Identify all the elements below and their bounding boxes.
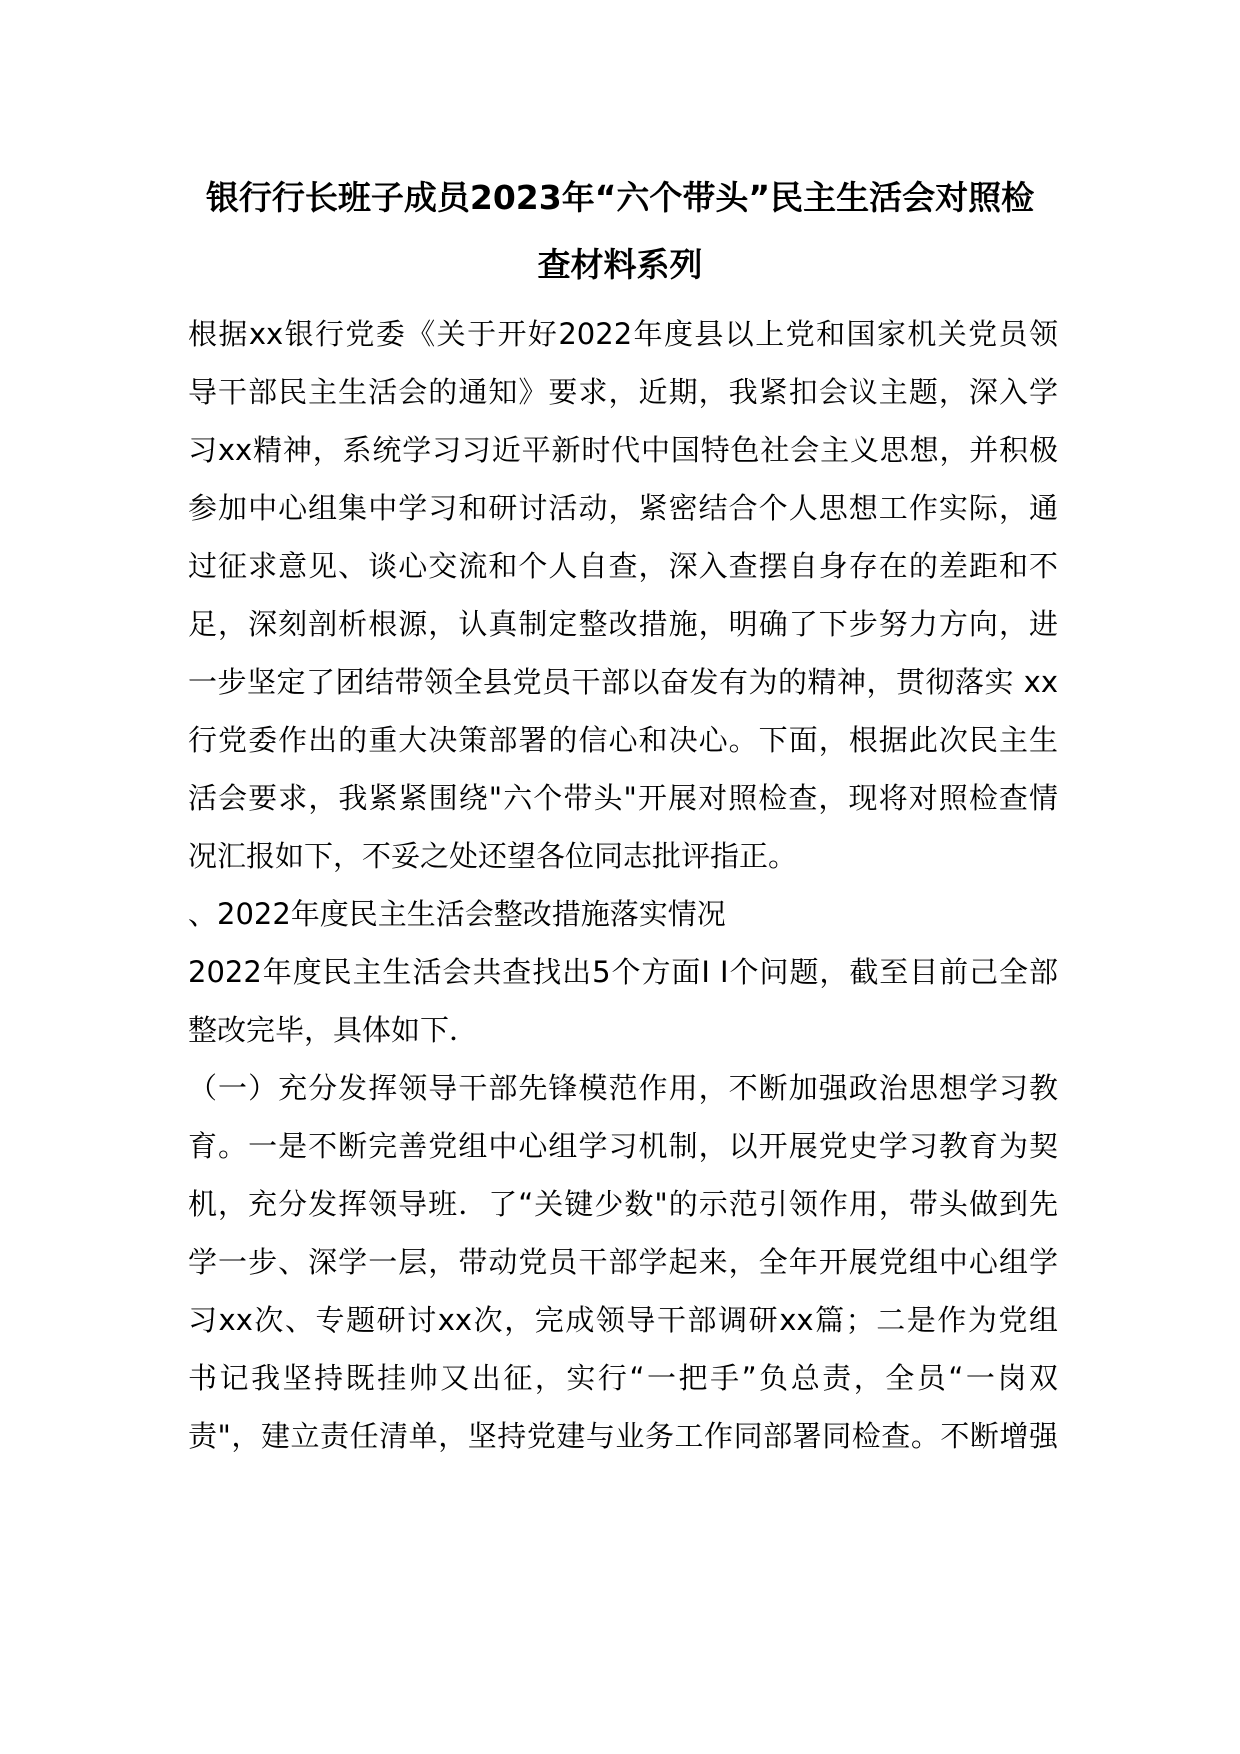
body-line: 2022年度民主生活会共查找出5个方面I I个问题，截至目前己全部 [188,955,1058,989]
body-line: 活会要求，我紧紧围绕"六个带头"开展对照检查，现将对照检查情 [188,781,1058,815]
body-line: 行党委作出的重大决策部署的信心和决心。下面，根据此次民主生 [188,723,1058,757]
body-line: 习xx精神，系统学习习近平新时代中国特色社会主义思想，并积极 [188,433,1058,467]
body-line: 过征求意见、谈心交流和个人自查，深入查摆自身存在的差距和不 [188,549,1058,583]
body-line: 参加中心组集中学习和研讨活动，紧密结合个人思想工作实际，通 [188,491,1058,525]
body-line: 根据xx银行党委《关于开好2022年度县以上党和国家机关党员领 [188,317,1058,351]
body-line: 责"，建立责任清单，坚持党建与业务工作同部署同检查。不断增强 [188,1419,1058,1453]
document-title-line-1: 银行行长班子成员2023年“六个带头”民主生活会对照检 [205,178,1035,217]
body-line: 足，深刻剖析根源，认真制定整改措施，明确了下步努力方向，进 [188,607,1058,641]
body-line: 整改完毕，具体如下． [188,1013,479,1047]
body-line: 一步坚定了团结带领全县党员干部以奋发有为的精神，贯彻落实 xx [188,665,1058,699]
body-line: 学一步、深学一层，带动党员干部学起来，全年开展党组中心组学 [188,1245,1058,1279]
body-line: 习xx次、专题研讨xx次，完成领导干部调研xx篇；二是作为党组 [188,1303,1058,1337]
document-title-line-2: 查材料系列 [537,245,703,284]
body-line: 育。一是不断完善党组中心组学习机制，以开展党史学习教育为契 [188,1129,1058,1163]
body-line: 况汇报如下，不妥之处还望各位同志批评指正。 [188,839,798,873]
body-line: （一）充分发挥领导干部先锋模范作用，不断加强政治思想学习教 [188,1071,1058,1105]
section-heading: 、2022年度民主生活会整改措施落实情况 [188,897,726,931]
body-line: 书记我坚持既挂帅又出征，实行“一把手”负总责，全员“一岗双 [188,1361,1058,1395]
body-line: 导干部民主生活会的通知》要求，近期，我紧扣会议主题，深入学 [188,375,1058,409]
body-line: 机，充分发挥领导班．了“关键少数"的示范引领作用，带头做到先 [188,1187,1058,1221]
